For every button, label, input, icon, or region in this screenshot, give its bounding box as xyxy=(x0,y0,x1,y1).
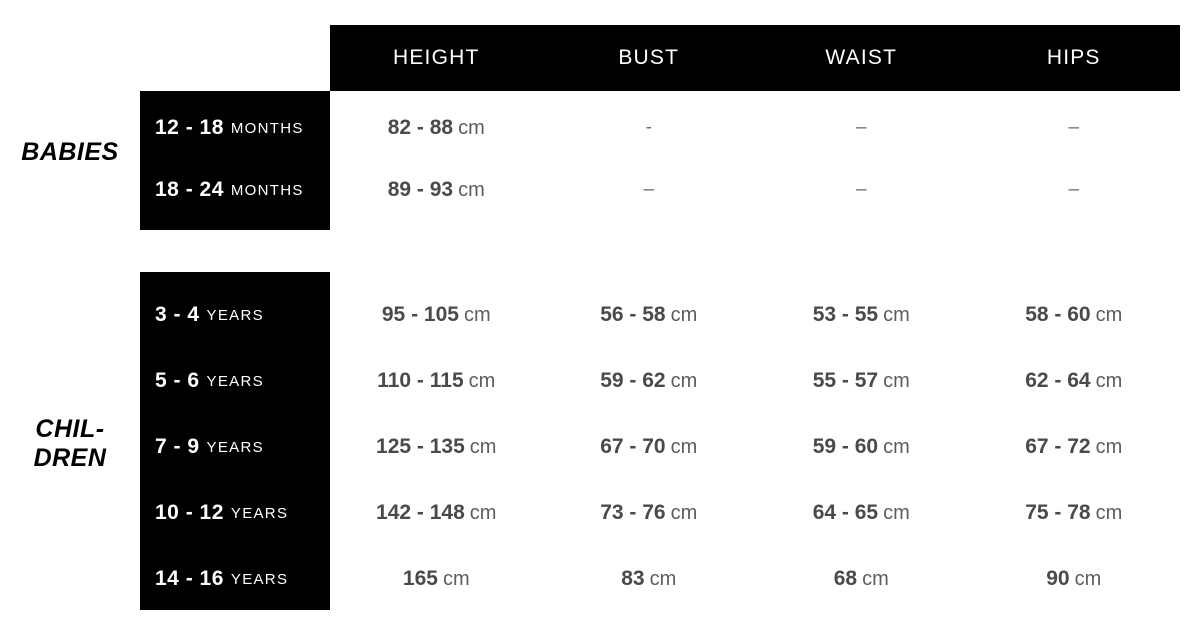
cell-bust xyxy=(543,435,756,459)
cell-unit: cm xyxy=(670,436,698,458)
age-unit: MONTHS xyxy=(230,181,304,199)
cell-unit: cm xyxy=(469,502,497,524)
cell-value: 62 - 64 xyxy=(1025,369,1091,392)
group-label-children xyxy=(0,415,140,473)
age-number: 5 - 6 xyxy=(155,369,200,392)
cell-hips xyxy=(968,435,1181,459)
cell-height xyxy=(330,178,543,202)
table-header-row xyxy=(330,25,1180,91)
age-number: 12 - 18 xyxy=(155,116,224,139)
age-cell-children-1 xyxy=(140,350,330,412)
cell-unit: cm xyxy=(883,502,910,524)
cell-unit: cm xyxy=(458,117,485,139)
age-number: 18 - 24 xyxy=(155,178,224,201)
cell-unit: cm xyxy=(1095,436,1123,458)
cell-unit: cm xyxy=(1095,370,1123,392)
cell-unit: cm xyxy=(1095,304,1123,326)
cell-hips xyxy=(968,501,1181,525)
cell-value: 82 - 88 xyxy=(387,116,454,139)
cell-unit: cm xyxy=(458,179,485,201)
cell-unit: cm xyxy=(670,502,698,524)
table-row xyxy=(330,284,1180,346)
age-cell-children-0 xyxy=(140,284,330,346)
group-label-children-line1: CHIL- xyxy=(35,415,105,443)
cell-hips: – xyxy=(1068,179,1080,200)
cell-unit: cm xyxy=(883,304,910,326)
cell-value: 95 - 105 xyxy=(381,303,459,326)
cell-hips: – xyxy=(1068,117,1080,138)
cell-unit: cm xyxy=(670,304,698,326)
cell-unit: cm xyxy=(468,370,496,392)
cell-unit: cm xyxy=(883,436,910,458)
cell-value: 90 xyxy=(1046,567,1070,590)
cell-value: 64 - 65 xyxy=(812,501,879,524)
cell-value: 67 - 72 xyxy=(1025,435,1091,458)
cell-height xyxy=(330,116,543,140)
cell-waist: – xyxy=(855,117,867,138)
table-row xyxy=(330,482,1180,544)
cell-value: 68 xyxy=(833,567,858,590)
age-cell-children-2 xyxy=(140,416,330,478)
age-unit: MONTHS xyxy=(230,119,304,137)
cell-unit: cm xyxy=(1095,502,1123,524)
cell-value: 165 xyxy=(402,567,438,590)
cell-value: 83 xyxy=(621,567,645,590)
age-unit: YEARS xyxy=(206,372,264,390)
cell-value: 55 - 57 xyxy=(812,369,879,392)
cell-value: 67 - 70 xyxy=(600,435,666,458)
age-number: 3 - 4 xyxy=(155,303,200,326)
cell-unit: cm xyxy=(463,304,491,326)
table-row xyxy=(330,159,1180,221)
column-header-hips: HIPS xyxy=(1046,46,1101,69)
cell-waist xyxy=(755,501,968,525)
cell-hips xyxy=(968,567,1181,591)
cell-hips xyxy=(968,303,1181,327)
cell-waist xyxy=(755,303,968,327)
cell-value: 58 - 60 xyxy=(1025,303,1091,326)
cell-waist xyxy=(755,567,968,591)
cell-unit: cm xyxy=(649,568,677,590)
cell-waist xyxy=(755,435,968,459)
table-row xyxy=(330,548,1180,610)
cell-value: 110 - 115 xyxy=(377,369,464,392)
cell-value: 56 - 58 xyxy=(600,303,666,326)
cell-height xyxy=(330,567,543,591)
cell-unit: cm xyxy=(442,568,470,590)
cell-hips xyxy=(968,369,1181,393)
age-cell-children-4 xyxy=(140,548,330,610)
cell-unit: cm xyxy=(670,370,698,392)
cell-value: 89 - 93 xyxy=(387,178,454,201)
cell-height xyxy=(330,435,543,459)
cell-waist: – xyxy=(855,179,867,200)
cell-height xyxy=(330,501,543,525)
age-unit: YEARS xyxy=(206,306,264,324)
cell-value: 142 - 148 xyxy=(376,501,465,524)
cell-bust: – xyxy=(643,179,655,200)
column-header-height: HEIGHT xyxy=(392,46,480,69)
cell-bust: - xyxy=(645,117,652,138)
cell-bust xyxy=(543,369,756,393)
cell-unit: cm xyxy=(1074,568,1102,590)
cell-value: 59 - 62 xyxy=(600,369,666,392)
age-number: 14 - 16 xyxy=(155,567,224,590)
table-row xyxy=(330,350,1180,412)
group-label-babies: BABIES xyxy=(21,138,119,166)
cell-unit: cm xyxy=(862,568,889,590)
cell-height xyxy=(330,369,543,393)
cell-unit: cm xyxy=(883,370,910,392)
cell-value: 59 - 60 xyxy=(812,435,879,458)
cell-value: 125 - 135 xyxy=(376,435,465,458)
age-cell-babies-1 xyxy=(140,159,330,221)
age-unit: YEARS xyxy=(230,570,289,588)
table-row xyxy=(330,97,1180,159)
cell-value: 75 - 78 xyxy=(1025,501,1091,524)
cell-value: 73 - 76 xyxy=(600,501,666,524)
cell-bust xyxy=(543,303,756,327)
column-header-waist: WAIST xyxy=(825,46,898,69)
cell-bust xyxy=(543,501,756,525)
age-cell-babies-0 xyxy=(140,97,330,159)
age-cell-children-3 xyxy=(140,482,330,544)
age-unit: YEARS xyxy=(206,438,264,456)
group-label-children-line2: DREN xyxy=(33,443,107,472)
cell-height xyxy=(330,303,543,327)
age-number: 10 - 12 xyxy=(155,501,224,524)
column-header-bust: BUST xyxy=(618,46,680,69)
cell-unit: cm xyxy=(469,436,497,458)
cell-value: 53 - 55 xyxy=(812,303,879,326)
table-row xyxy=(330,416,1180,478)
age-number: 7 - 9 xyxy=(155,435,200,458)
age-unit: YEARS xyxy=(230,504,289,522)
cell-waist xyxy=(755,369,968,393)
cell-bust xyxy=(543,567,756,591)
